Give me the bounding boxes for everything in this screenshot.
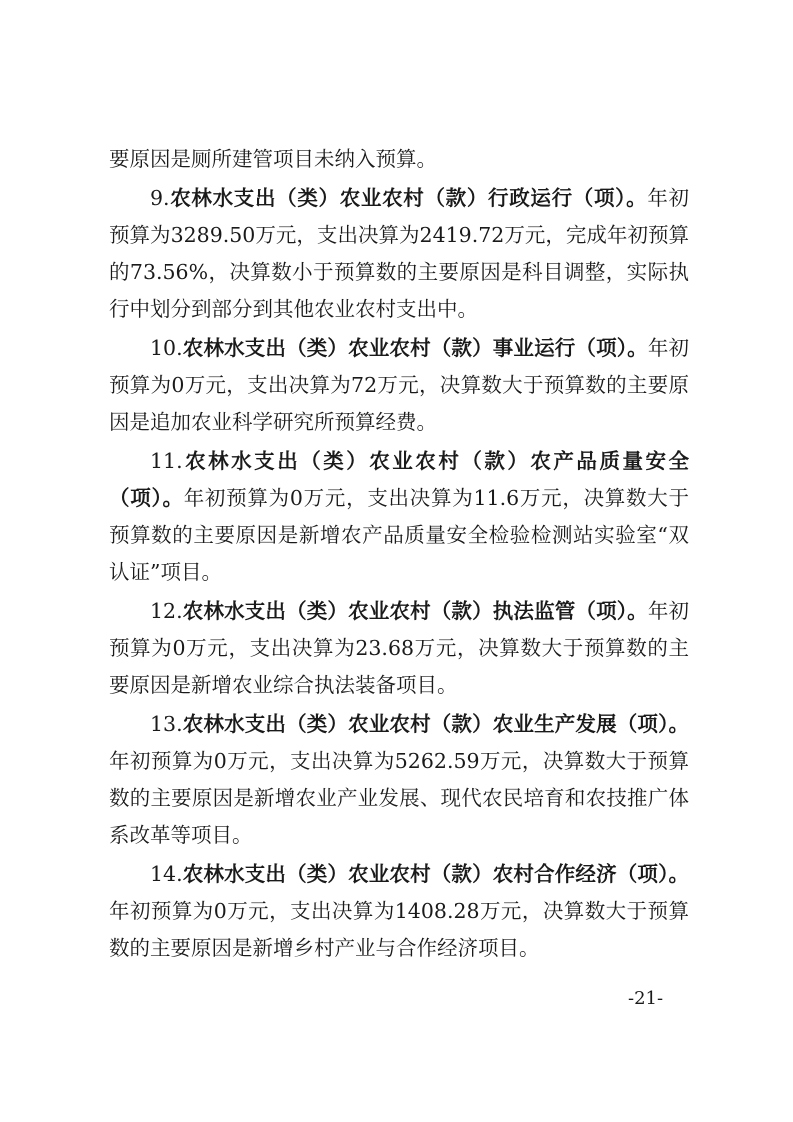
item-heading: 农林水支出（类）农业农村（款）农产品质量安全（项）。 — [109, 449, 689, 510]
item-number: 13. — [150, 712, 183, 736]
item-heading: 农林水支出（类）农业农村（款）执法监管（项）。 — [182, 599, 648, 623]
paragraph-item-13 — [109, 706, 689, 854]
item-body: 年初预算为0万元，支出决算为1408.28万元，决算数大于预算数的主要原因是新增乡村产业与合作经济项目。 — [109, 899, 689, 960]
item-body: 年初预算为0万元，支出决算为11.6万元，决算数大于预算数的主要原因是新增农产品质量安全检验检测站实验室“双认证”项目。 — [109, 486, 690, 584]
document-body — [109, 141, 689, 969]
item-heading: 农林水支出（类）农业农村（款）农业生产发展（项）。 — [182, 712, 689, 736]
item-body: 年初预算为0万元，支出决算为5262.59万元，决算数大于预算数的主要原因是新增农业产业发展、现代农民培育和农技推广体系改革等项目。 — [109, 749, 689, 847]
item-body: 年初预算为3289.50万元，支出决算为2419.72万元，完成年初预算的73.56%，决算数小于预算数的主要原因是科目调整，实际执行中划分到部分到其他农业农村支出中。 — [109, 186, 689, 321]
item-number: 12. — [150, 599, 183, 623]
paragraph-continuation — [109, 141, 689, 178]
item-number: 14. — [150, 862, 183, 886]
item-number: 9. — [150, 186, 170, 210]
item-number: 10. — [150, 336, 183, 360]
item-heading: 农林水支出（类）农业农村（款）农村合作经济（项）。 — [182, 862, 689, 886]
item-body: 年初预算为0万元，支出决算为23.68万元，决算数大于预算数的主要原因是新增农业综合执法装备项目。 — [109, 599, 690, 697]
page-number: -21- — [628, 988, 664, 1009]
item-number: 11. — [150, 449, 183, 473]
paragraph-body: 要原因是厕所建管项目未纳入预算。 — [109, 147, 437, 171]
item-heading: 农林水支出（类）农业农村（款）事业运行（项）。 — [182, 336, 648, 360]
paragraph-item-10 — [109, 330, 689, 441]
paragraph-item-11 — [109, 443, 689, 591]
item-heading: 农林水支出（类）农业农村（款）行政运行（项）。 — [169, 186, 648, 210]
item-body: 年初预算为0万元，支出决算为72万元，决算数大于预算数的主要原因是追加农业科学研究所预算经费。 — [109, 336, 690, 434]
paragraph-item-14 — [109, 856, 689, 967]
paragraph-item-12 — [109, 593, 689, 704]
paragraph-item-9 — [109, 180, 689, 328]
